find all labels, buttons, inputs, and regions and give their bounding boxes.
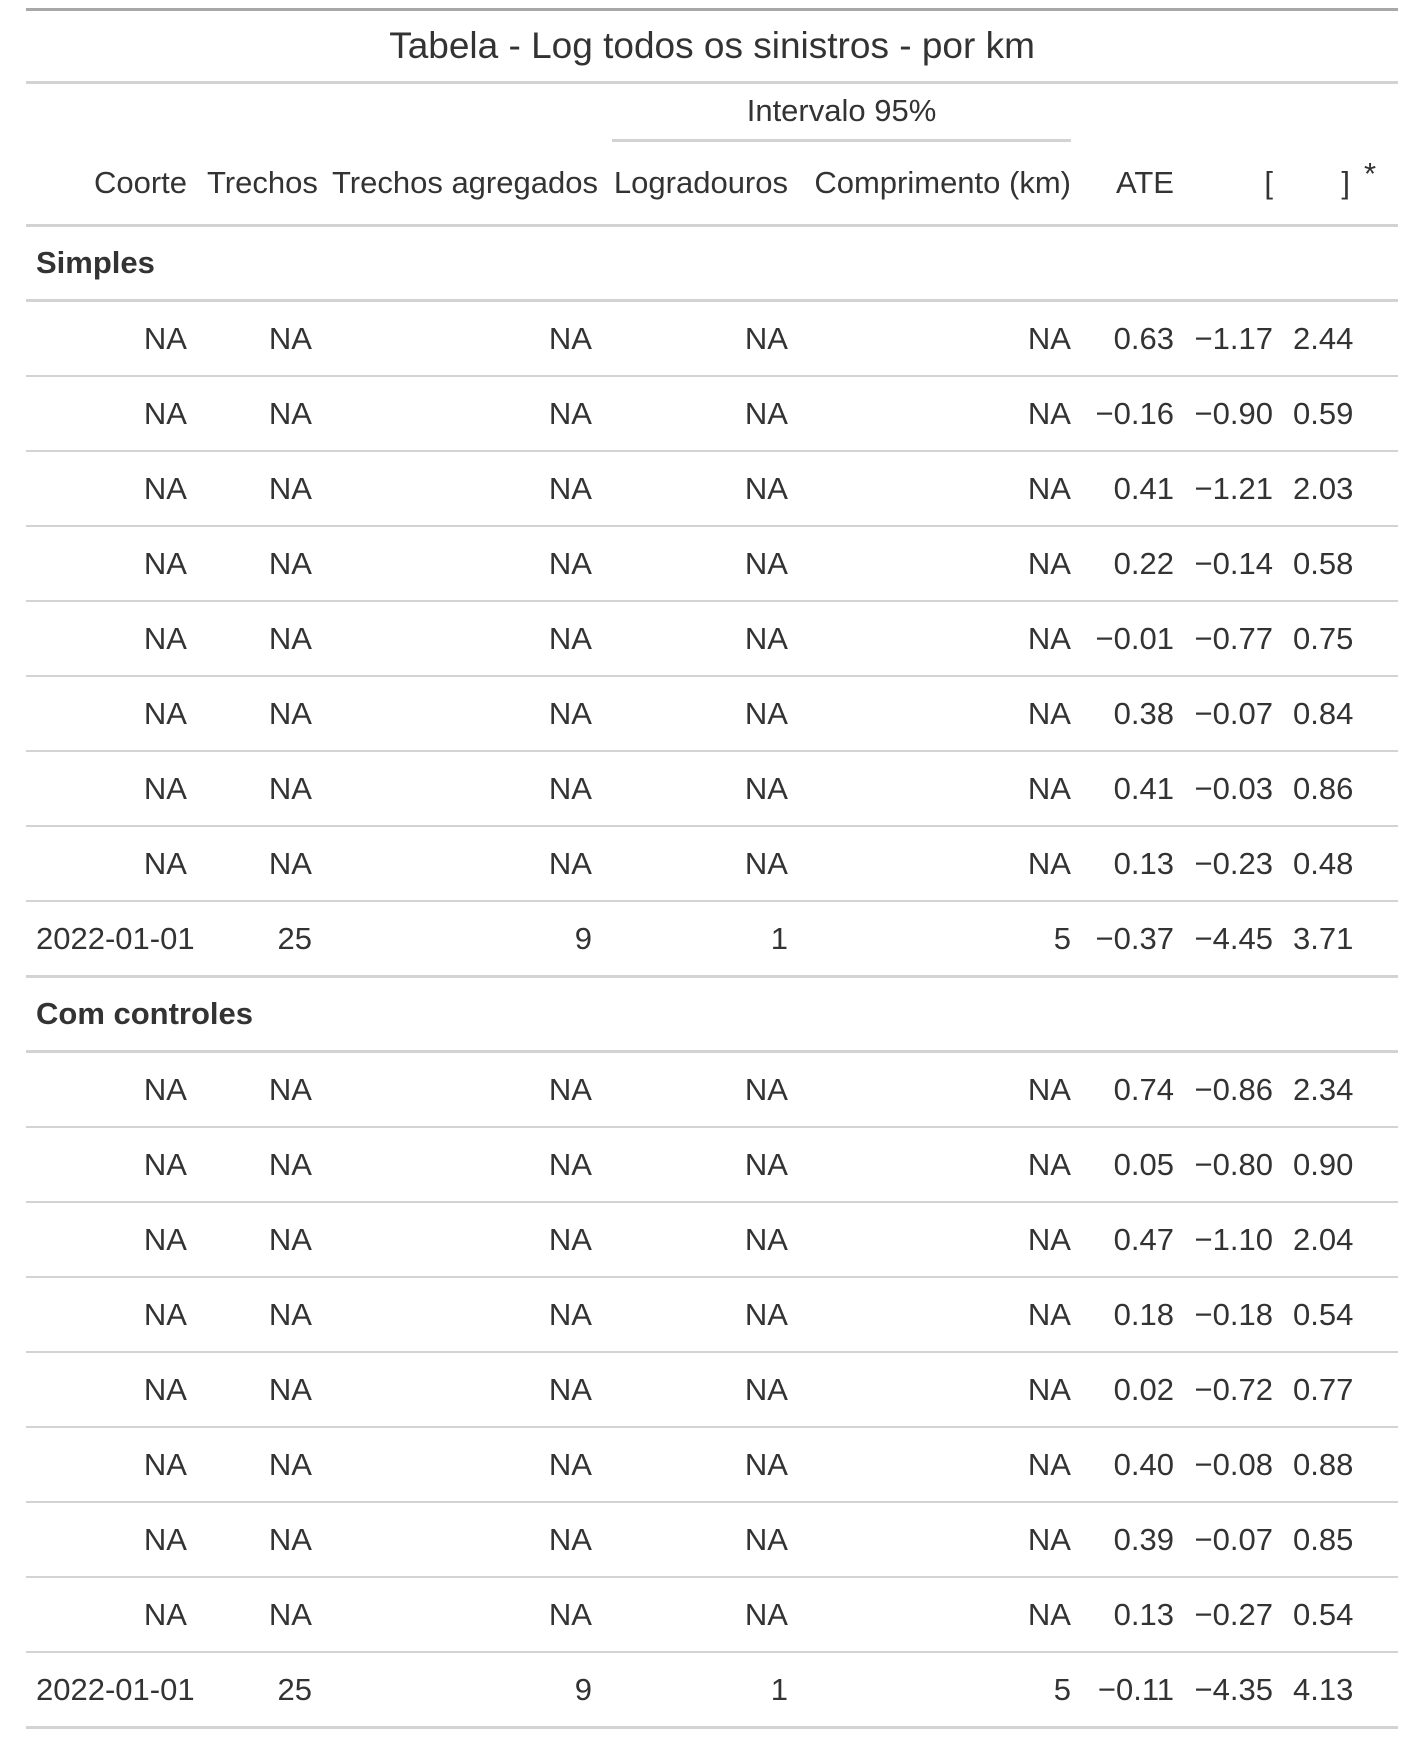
table-cell: NA: [26, 1577, 197, 1652]
table-cell: NA: [798, 1127, 1081, 1202]
table-cell: NA: [26, 751, 197, 826]
table-cell: −0.37: [1081, 901, 1184, 977]
table-cell: [1360, 1277, 1398, 1352]
table-cell: [1360, 1577, 1398, 1652]
table-cell: 2.34: [1283, 1052, 1360, 1128]
table-cell: [1360, 1052, 1398, 1128]
table-row: [26, 1202, 1398, 1277]
table-cell: −0.27: [1184, 1577, 1283, 1652]
column-header: ]: [1283, 142, 1360, 226]
table-cell: NA: [322, 601, 602, 676]
table-cell: NA: [26, 676, 197, 751]
table-row: [26, 1502, 1398, 1577]
column-header: Comprimento (km): [798, 142, 1081, 226]
table-cell: 0.75: [1283, 601, 1360, 676]
table-cell: NA: [197, 826, 322, 901]
table-cell: NA: [602, 451, 798, 526]
table-cell: NA: [197, 1577, 322, 1652]
table-cell: [1360, 1427, 1398, 1502]
table-cell: [1360, 1652, 1398, 1728]
table-cell: NA: [798, 1352, 1081, 1427]
table-cell: NA: [602, 1202, 798, 1277]
table-cell: NA: [798, 751, 1081, 826]
column-header: Coorte: [26, 142, 197, 226]
table-cell: NA: [798, 1577, 1081, 1652]
table-cell: 0.77: [1283, 1352, 1360, 1427]
table-cell: 25: [197, 1652, 322, 1728]
table-cell: NA: [197, 526, 322, 601]
table-row: [26, 1277, 1398, 1352]
table-cell: 0.74: [1081, 1052, 1184, 1128]
table-cell: [1360, 1502, 1398, 1577]
table-cell: [1360, 1352, 1398, 1427]
table-cell: 0.59: [1283, 376, 1360, 451]
table-cell: 0.58: [1283, 526, 1360, 601]
column-header-row: [26, 142, 1398, 226]
table-cell: NA: [26, 376, 197, 451]
group-row: [26, 977, 1398, 1052]
table-cell: NA: [197, 1277, 322, 1352]
table-body: [26, 226, 1398, 1728]
table-row: [26, 1577, 1398, 1652]
table-cell: NA: [602, 1577, 798, 1652]
table-cell: 2.04: [1283, 1202, 1360, 1277]
table-cell: 0.13: [1081, 826, 1184, 901]
table-cell: NA: [798, 376, 1081, 451]
table-cell: NA: [798, 1427, 1081, 1502]
table-cell: −0.16: [1081, 376, 1184, 451]
table-cell: 25: [197, 901, 322, 977]
table-cell: NA: [602, 1352, 798, 1427]
table-cell: −0.77: [1184, 601, 1283, 676]
table-title: Tabela - Log todos os sinistros - por km: [26, 10, 1398, 83]
column-header: Logradouros: [602, 142, 798, 226]
group-row: [26, 226, 1398, 301]
table-cell: NA: [322, 301, 602, 377]
table-cell: 2.03: [1283, 451, 1360, 526]
table-cell: NA: [798, 601, 1081, 676]
table-cell: [1360, 1202, 1398, 1277]
table-cell: NA: [322, 751, 602, 826]
table-cell: NA: [26, 1127, 197, 1202]
table-cell: NA: [26, 1427, 197, 1502]
table-cell: −4.45: [1184, 901, 1283, 977]
table-cell: 0.88: [1283, 1427, 1360, 1502]
column-header: Trechos agregados: [322, 142, 602, 226]
table-row: [26, 301, 1398, 377]
column-header: [: [1184, 142, 1283, 226]
table-cell: NA: [26, 1352, 197, 1427]
table-cell: −0.03: [1184, 751, 1283, 826]
table-cell: NA: [197, 376, 322, 451]
table-cell: NA: [322, 1352, 602, 1427]
table-cell: NA: [197, 451, 322, 526]
table-row: [26, 1052, 1398, 1128]
table-cell: NA: [322, 1577, 602, 1652]
table-cell: NA: [197, 1202, 322, 1277]
table-cell: NA: [26, 1202, 197, 1277]
table-cell: NA: [26, 826, 197, 901]
table-cell: NA: [26, 301, 197, 377]
table-cell: NA: [798, 1052, 1081, 1128]
table-cell: NA: [602, 526, 798, 601]
table-row: [26, 1127, 1398, 1202]
table-cell: [1360, 601, 1398, 676]
table-cell: NA: [602, 751, 798, 826]
table-cell: NA: [798, 826, 1081, 901]
table-cell: 1: [602, 901, 798, 977]
table-cell: −4.35: [1184, 1652, 1283, 1728]
table-row: [26, 901, 1398, 977]
table-cell: NA: [26, 601, 197, 676]
table-row: [26, 1652, 1398, 1728]
table-cell: NA: [602, 826, 798, 901]
table-cell: NA: [602, 676, 798, 751]
table-cell: NA: [322, 826, 602, 901]
table-cell: NA: [197, 301, 322, 377]
table-cell: 0.41: [1081, 751, 1184, 826]
table-cell: [1360, 751, 1398, 826]
table-cell: NA: [602, 1277, 798, 1352]
table-cell: 2022-01-01: [26, 901, 197, 977]
table-cell: 0.47: [1081, 1202, 1184, 1277]
table-cell: NA: [322, 1127, 602, 1202]
table-cell: 0.84: [1283, 676, 1360, 751]
table-cell: 0.48: [1283, 826, 1360, 901]
table-cell: NA: [197, 751, 322, 826]
table-cell: −0.01: [1081, 601, 1184, 676]
table-cell: −0.07: [1184, 676, 1283, 751]
table-cell: NA: [26, 1052, 197, 1128]
table-cell: NA: [26, 1277, 197, 1352]
table-cell: NA: [798, 1277, 1081, 1352]
table-cell: [1360, 301, 1398, 377]
table-cell: −0.07: [1184, 1502, 1283, 1577]
table-cell: 0.02: [1081, 1352, 1184, 1427]
table-cell: [1360, 1127, 1398, 1202]
table-cell: NA: [798, 1502, 1081, 1577]
table-cell: NA: [798, 526, 1081, 601]
table-cell: −0.86: [1184, 1052, 1283, 1128]
table-cell: 0.54: [1283, 1577, 1360, 1652]
table-cell: NA: [197, 1352, 322, 1427]
table-row: [26, 601, 1398, 676]
results-table-container: [26, 8, 1398, 1729]
table-cell: [1360, 451, 1398, 526]
table-cell: 5: [798, 901, 1081, 977]
column-header: Trechos: [197, 142, 322, 226]
table-cell: NA: [798, 301, 1081, 377]
table-row: [26, 376, 1398, 451]
table-row: [26, 451, 1398, 526]
table-cell: NA: [322, 1202, 602, 1277]
table-cell: 3.71: [1283, 901, 1360, 977]
table-row: [26, 751, 1398, 826]
table-cell: NA: [197, 601, 322, 676]
table-cell: 0.39: [1081, 1502, 1184, 1577]
table-cell: −0.08: [1184, 1427, 1283, 1502]
column-header: ATE: [1081, 142, 1184, 226]
table-cell: 0.40: [1081, 1427, 1184, 1502]
table-cell: [1360, 826, 1398, 901]
table-row: [26, 526, 1398, 601]
table-cell: −0.72: [1184, 1352, 1283, 1427]
table-cell: 0.54: [1283, 1277, 1360, 1352]
table-cell: NA: [322, 1502, 602, 1577]
table-cell: NA: [602, 301, 798, 377]
table-cell: −0.18: [1184, 1277, 1283, 1352]
table-cell: 0.41: [1081, 451, 1184, 526]
table-row: [26, 1427, 1398, 1502]
table-cell: NA: [197, 1427, 322, 1502]
table-cell: 5: [798, 1652, 1081, 1728]
table-cell: −1.10: [1184, 1202, 1283, 1277]
table-cell: −0.90: [1184, 376, 1283, 451]
table-row: [26, 1352, 1398, 1427]
table-cell: [1360, 676, 1398, 751]
table-row: [26, 676, 1398, 751]
table-cell: NA: [26, 526, 197, 601]
table-cell: 1: [602, 1652, 798, 1728]
table-cell: −0.14: [1184, 526, 1283, 601]
table-cell: −1.21: [1184, 451, 1283, 526]
table-cell: NA: [602, 1502, 798, 1577]
table-cell: NA: [197, 1127, 322, 1202]
table-cell: 0.85: [1283, 1502, 1360, 1577]
group-label: Simples: [26, 226, 1398, 301]
table-cell: 0.90: [1283, 1127, 1360, 1202]
table-cell: 0.13: [1081, 1577, 1184, 1652]
table-cell: 0.05: [1081, 1127, 1184, 1202]
table-cell: 9: [322, 1652, 602, 1728]
table-cell: 9: [322, 901, 602, 977]
table-cell: −1.17: [1184, 301, 1283, 377]
table-cell: 2022-01-01: [26, 1652, 197, 1728]
table-cell: NA: [798, 451, 1081, 526]
table-cell: NA: [197, 1052, 322, 1128]
table-cell: NA: [602, 1127, 798, 1202]
table-cell: NA: [197, 1502, 322, 1577]
table-cell: [1360, 376, 1398, 451]
table-cell: NA: [602, 1052, 798, 1128]
table-cell: −0.11: [1081, 1652, 1184, 1728]
table-cell: NA: [602, 1427, 798, 1502]
table-cell: NA: [322, 676, 602, 751]
table-cell: NA: [197, 676, 322, 751]
table-cell: NA: [798, 676, 1081, 751]
column-header: *: [1360, 142, 1398, 226]
table-cell: 0.86: [1283, 751, 1360, 826]
table-cell: 4.13: [1283, 1652, 1360, 1728]
table-cell: NA: [322, 376, 602, 451]
table-cell: −0.23: [1184, 826, 1283, 901]
table-cell: NA: [602, 601, 798, 676]
group-label: Com controles: [26, 977, 1398, 1052]
table-cell: 2.44: [1283, 301, 1360, 377]
table-cell: −0.80: [1184, 1127, 1283, 1202]
table-cell: NA: [26, 1502, 197, 1577]
table-cell: 0.63: [1081, 301, 1184, 377]
table-cell: NA: [322, 1277, 602, 1352]
table-cell: NA: [322, 1052, 602, 1128]
table-cell: NA: [798, 1202, 1081, 1277]
table-cell: NA: [26, 451, 197, 526]
table-cell: [1360, 526, 1398, 601]
table-cell: NA: [322, 526, 602, 601]
table-row: [26, 826, 1398, 901]
table-cell: 0.22: [1081, 526, 1184, 601]
results-table: [26, 8, 1398, 1729]
spanner-header: [602, 83, 1081, 143]
table-cell: NA: [322, 451, 602, 526]
table-cell: 0.38: [1081, 676, 1184, 751]
spanner-label: Intervalo 95%: [612, 93, 1071, 142]
table-cell: NA: [322, 1427, 602, 1502]
table-cell: NA: [602, 376, 798, 451]
table-cell: [1360, 901, 1398, 977]
table-cell: 0.18: [1081, 1277, 1184, 1352]
